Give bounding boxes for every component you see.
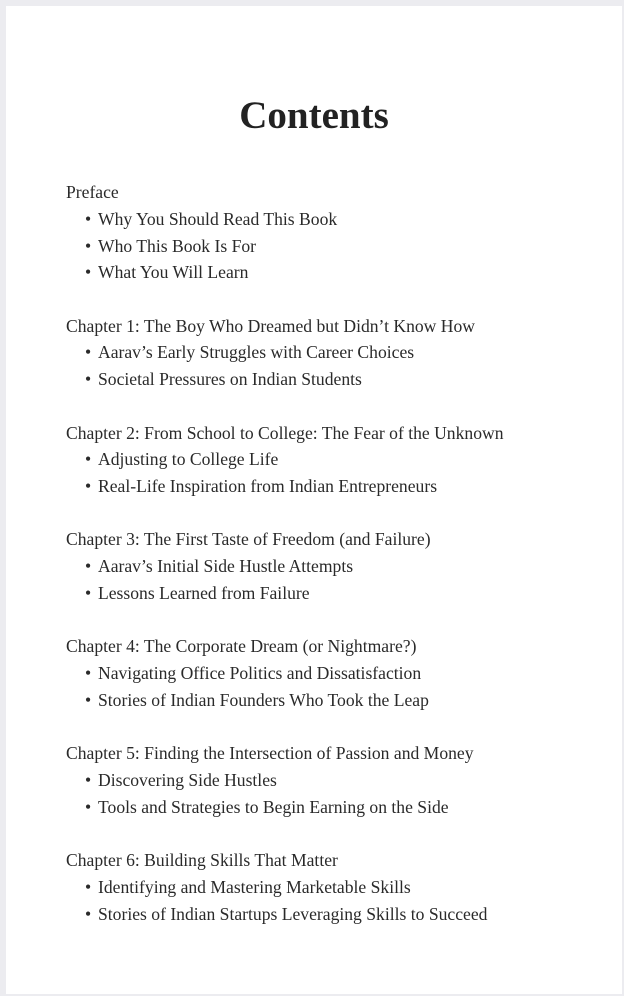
section-topics xyxy=(66,874,606,928)
topic-item: • Navigating Office Politics and Dissatisfaction xyxy=(66,660,606,687)
section-topics xyxy=(66,206,606,286)
bullet-icon: • xyxy=(85,876,92,897)
table-of-contents xyxy=(66,179,606,954)
section-topics xyxy=(66,553,606,607)
toc-section-chapter-6 xyxy=(66,847,606,927)
topic-item: • Real-Life Inspiration from Indian Entrepreneurs xyxy=(66,473,606,500)
bullet-icon: • xyxy=(85,342,92,363)
topic-item: • Discovering Side Hustles xyxy=(66,767,606,794)
bullet-icon: • xyxy=(85,235,92,256)
bullet-icon: • xyxy=(85,663,92,684)
bullet-icon: • xyxy=(85,903,92,924)
section-topics xyxy=(66,446,606,500)
toc-section-chapter-2 xyxy=(66,420,606,500)
topic-item: • What You Will Learn xyxy=(66,259,606,286)
page-title: Contents xyxy=(239,94,389,137)
section-topics xyxy=(66,660,606,714)
topic-item: • Stories of Indian Startups Leveraging Skills to Succeed xyxy=(66,901,606,928)
section-title: Chapter 4: The Corporate Dream (or Nightmare?) xyxy=(66,636,417,657)
topic-item: • Lessons Learned from Failure xyxy=(66,580,606,607)
bullet-icon: • xyxy=(85,583,92,604)
toc-section-chapter-5 xyxy=(66,740,606,820)
toc-section-chapter-3 xyxy=(66,526,606,606)
bullet-icon: • xyxy=(85,208,92,229)
section-topics xyxy=(66,767,606,821)
toc-section-chapter-1 xyxy=(66,313,606,393)
bullet-icon: • xyxy=(85,770,92,791)
bullet-icon: • xyxy=(85,449,92,470)
section-title: Preface xyxy=(66,182,119,202)
topic-item: • Tools and Strategies to Begin Earning on the Side xyxy=(66,794,606,821)
bullet-icon: • xyxy=(85,262,92,283)
section-title: Chapter 6: Building Skills That Matter xyxy=(66,850,338,871)
toc-section-preface xyxy=(66,179,606,286)
bullet-icon: • xyxy=(85,369,92,390)
bullet-icon: • xyxy=(85,689,92,710)
topic-item: • Stories of Indian Founders Who Took the Leap xyxy=(66,687,606,714)
bullet-icon: • xyxy=(85,556,92,577)
section-topics xyxy=(66,339,606,393)
toc-section-chapter-4 xyxy=(66,633,606,713)
topic-item: • Aarav’s Early Struggles with Career Choices xyxy=(66,339,606,366)
topic-item: • Who This Book Is For xyxy=(66,233,606,260)
topic-item: • Adjusting to College Life xyxy=(66,446,606,473)
section-title: Chapter 3: The First Taste of Freedom (and Failure) xyxy=(66,529,431,550)
bullet-icon: • xyxy=(85,476,92,497)
topic-item: • Aarav’s Initial Side Hustle Attempts xyxy=(66,553,606,580)
topic-item: • Why You Should Read This Book xyxy=(66,206,606,233)
section-title: Chapter 2: From School to College: The Fear of the Unknown xyxy=(66,422,504,443)
document-page xyxy=(6,6,622,994)
topic-item: • Identifying and Mastering Marketable Skills xyxy=(66,874,606,901)
topic-item: • Societal Pressures on Indian Students xyxy=(66,366,606,393)
section-title: Chapter 5: Finding the Intersection of Passion and Money xyxy=(66,743,474,764)
bullet-icon: • xyxy=(85,796,92,817)
section-title: Chapter 1: The Boy Who Dreamed but Didn’t Know How xyxy=(66,315,475,336)
